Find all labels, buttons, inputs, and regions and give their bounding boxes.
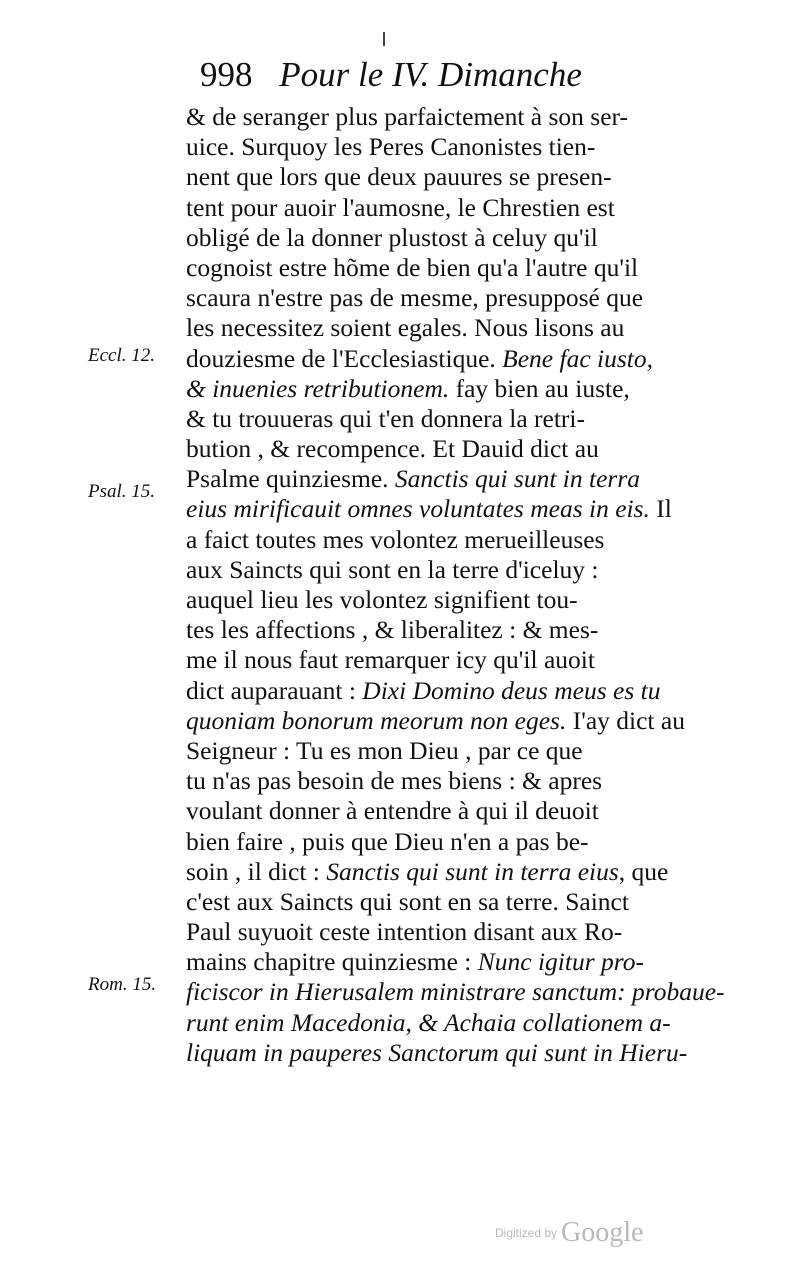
text-line: me il nous faut remarquer icy qu'il auoit [186, 645, 595, 675]
latin-quote: & inuenies retributionem. [186, 373, 450, 403]
text-fragment: Il [656, 494, 672, 524]
text-fragment: mains chapitre quinziesme : [186, 947, 472, 977]
running-title: Pour le IV. Dimanche [279, 55, 582, 94]
latin-quote: Sanctis qui sunt in terra [394, 464, 641, 494]
text-line: tu n'as pas besoin de mes biens : & apres [186, 766, 603, 796]
margin-note-rom: Rom. 15. [88, 974, 157, 995]
text-line: voulant donner à entendre à qui il deuoit [186, 796, 599, 826]
text-line: cognoist estre hõme de bien qu'a l'autre qu'il [186, 252, 639, 282]
text-line: liquam in pauperes Sanctorum qui sunt in Hieru- [186, 1037, 688, 1067]
margin-note-psal: Psal. 15. [88, 481, 156, 502]
text-line: bution , & recompence. Et Dauid dict au [186, 434, 599, 464]
digitized-label: Digitized by [495, 1226, 558, 1240]
google-logo: Google [561, 1217, 644, 1248]
latin-quote: eius mirificauit omnes voluntates meas in eis. [186, 494, 650, 524]
latin-quote: Nunc igitur pro- [477, 947, 644, 977]
text-fragment: Psalme quinziesme. [186, 464, 389, 494]
page-mark [383, 32, 385, 46]
text-line: ficiscor in Hierusalem ministrare sanctum: probaue- [186, 977, 725, 1007]
text-line: aux Saincts qui sont en la terre d'iceluy : [186, 554, 599, 584]
text-line: Seigneur : Tu es mon Dieu , par ce que [186, 735, 583, 765]
text-fragment: I'ay dict au [572, 705, 685, 735]
text-fragment: fay bien au iuste, [455, 373, 630, 403]
text-line: scaura n'estre pas de mesme, presupposé que [186, 283, 644, 313]
text-line: uice. Surquoy les Peres Canonistes tien- [186, 132, 596, 162]
text-line: nent que lors que deux pauures se presen- [186, 162, 612, 192]
text-line [186, 947, 706, 977]
text-line [186, 676, 706, 706]
text-line: les necessitez soient egales. Nous lisons au [186, 313, 625, 343]
latin-quote: quoniam bonorum meorum non eges. [186, 705, 567, 735]
latin-quote: Bene fac iusto, [502, 343, 653, 373]
text-line: c'est aux Saincts qui sont en sa terre. Sainct [186, 886, 629, 916]
text-line [186, 374, 706, 404]
margin-note-eccl: Eccl. 12. [88, 345, 156, 366]
latin-quote: Sanctis qui sunt in terra eius [326, 856, 619, 886]
text-line [186, 857, 706, 887]
digitized-watermark [495, 1217, 665, 1251]
text-line: runt enim Macedonia, & Achaia collationem a- [186, 1007, 671, 1037]
text-line [186, 464, 706, 494]
text-fragment: douziesme de l'Ecclesiastique. [186, 343, 496, 373]
text-fragment: dict auparauant : [186, 675, 356, 705]
text-line: a faict toutes mes volontez merueilleuses [186, 524, 605, 554]
text-line [186, 706, 706, 736]
text-line: tent pour auoir l'aumosne, le Chrestien est [186, 192, 615, 222]
text-line: obligé de la donner plustost à celuy qu'il [186, 222, 598, 252]
latin-quote: Dixi Domino deus meus es tu [362, 675, 661, 705]
text-line: tes les affections , & liberalitez : & mes- [186, 615, 599, 645]
text-line [186, 494, 706, 524]
text-line: auquel lieu les volontez signifient tou- [186, 585, 578, 614]
text-line: bien faire , puis que Dieu n'en a pas be- [186, 826, 589, 856]
text-fragment: , que [618, 856, 669, 886]
text-line: Paul suyuoit ceste intention disant aux Ro- [186, 917, 623, 947]
text-fragment: soin , il dict : [186, 856, 320, 886]
text-line: & de seranger plus parfaictement à son ser- [186, 102, 629, 131]
text-line: & tu trouueras qui t'en donnera la retri- [186, 403, 585, 433]
text-line [186, 344, 706, 374]
page-number: 998 [200, 55, 253, 94]
body-text [186, 102, 725, 1068]
page-header [200, 50, 700, 100]
